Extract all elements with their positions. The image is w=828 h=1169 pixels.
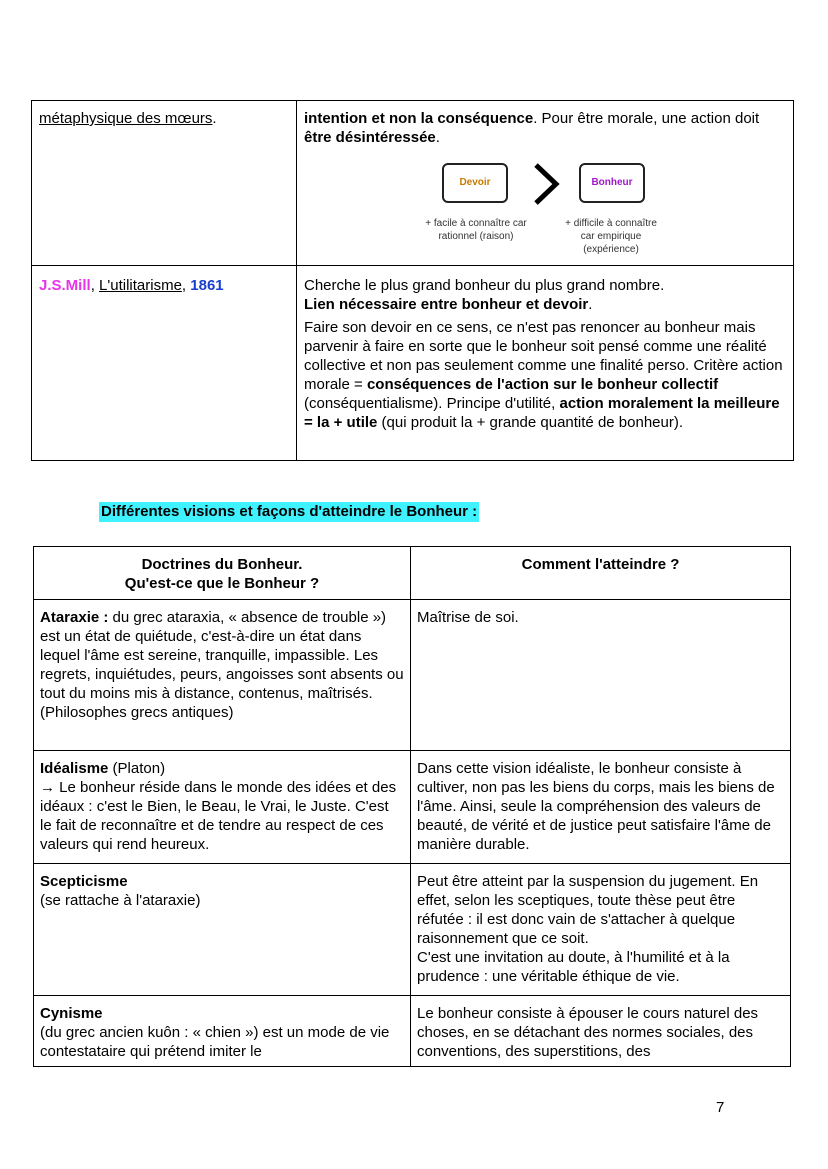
doctrine-title: Ataraxie : <box>40 609 109 626</box>
doctrine-cell: Scepticisme (se rattache à l'ataraxie) <box>34 864 411 996</box>
page-number: 7 <box>716 1099 725 1116</box>
author-name: J.S.Mill <box>39 277 91 294</box>
column-header-doctrines: Doctrines du Bonheur. Qu'est-ce que le Bonheur ? <box>34 547 411 600</box>
table-header-row <box>34 547 791 600</box>
method-cell: Le bonheur consiste à épouser le cours naturel des choses, en se détachant des normes sociales, des conventions, des superstitions, des <box>411 996 791 1067</box>
method-cell: Dans cette vision idéaliste, le bonheur consiste à cultiver, non pas les biens du corps, mais les biens de l'âme. Ainsi, seule la compréhension des valeurs de beauté, de vérité et de justice peut satisfaire l'âme de manière durable. <box>411 751 791 864</box>
philosophers-table <box>31 100 794 461</box>
duty-box: Devoir <box>442 163 508 203</box>
author-cell: J.S.Mill, L'utilitarisme, 1861 <box>32 266 297 461</box>
work-title: L'utilitarisme <box>99 277 182 294</box>
table-row <box>32 101 794 266</box>
greater-than-chevron-icon <box>531 161 561 207</box>
doctrine-title: Idéalisme <box>40 760 109 777</box>
duty-happiness-diagram <box>304 147 794 255</box>
table-row <box>34 864 791 996</box>
description-cell <box>297 101 794 266</box>
column-header-how: Comment l'atteindre ? <box>411 547 791 600</box>
kant-description: intention et non la conséquence. Pour être morale, une action doit être désintéressée. <box>304 110 760 146</box>
doctrine-cell: Ataraxie : du grec ataraxia, « absence de trouble ») est un état de quiétude, c'est-à-dire un état dans lequel l'âme est sereine, tranquille, impassible. Les regrets, inquiétudes, peurs, angoisses sont absents ou tout du moins mis à distance, contenus, maîtrisés. (Philosophes grecs antiques) <box>34 600 411 751</box>
author-cell: métaphysique des mœurs. <box>32 101 297 266</box>
table-row <box>34 600 791 751</box>
duty-note: + facile à connaître car rationnel (raison) <box>425 218 527 242</box>
doctrine-title: Cynisme <box>40 1005 103 1022</box>
doctrine-title: Scepticisme <box>40 873 128 890</box>
section-heading: Différentes visions et façons d'atteindre le Bonheur : <box>101 503 478 520</box>
mill-line-2: Lien nécessaire entre bonheur et devoir. <box>304 296 593 313</box>
doctrine-cell: Cynisme (du grec ancien kuôn : « chien ») est un mode de vie contestataire qui prétend imiter le <box>34 996 411 1067</box>
method-cell: Peut être atteint par la suspension du jugement. En effet, selon les sceptiques, toute thèse peut être réfutée : il est donc vain de s'attacher à quelque raisonnement que ce soit. C'est une invitation au doute, à l'humilité et à la prudence : une véritable éthique de vie. <box>411 864 791 996</box>
doctrine-cell: Idéalisme (Platon) → Le bonheur réside dans le monde des idées et des idéaux : c'est le Bien, le Beau, le Vrai, le Juste. C'est le fait de reconnaître et de tendre au respect de ces valeurs qui rend heureux. <box>34 751 411 864</box>
year: 1861 <box>190 277 224 294</box>
work-title: métaphysique des mœurs <box>39 110 213 127</box>
happiness-box: Bonheur <box>579 163 645 203</box>
table-row <box>34 996 791 1067</box>
mill-line-1: Cherche le plus grand bonheur du plus grand nombre. <box>304 277 665 294</box>
method-cell: Maîtrise de soi. <box>411 600 791 751</box>
happiness-note: + difficile à connaître car empirique (expérience) <box>565 218 657 255</box>
mill-paragraph: Faire son devoir en ce sens, ce n'est pas renoncer au bonheur mais parvenir à faire en sorte que le bonheur soit pensé comme une réalité collective et non pas seulement comme une finalité perso. Critère action morale = conséquences de l'action sur le bonheur collectif (conséquentialisme). Principe d'utilité, action moralement la meilleure = la + utile (qui produit la + grande quantité de bonheur). <box>304 319 783 431</box>
table-row <box>34 751 791 864</box>
description-cell <box>297 266 794 461</box>
table-row <box>32 266 794 461</box>
happiness-doctrines-table <box>33 546 791 1067</box>
